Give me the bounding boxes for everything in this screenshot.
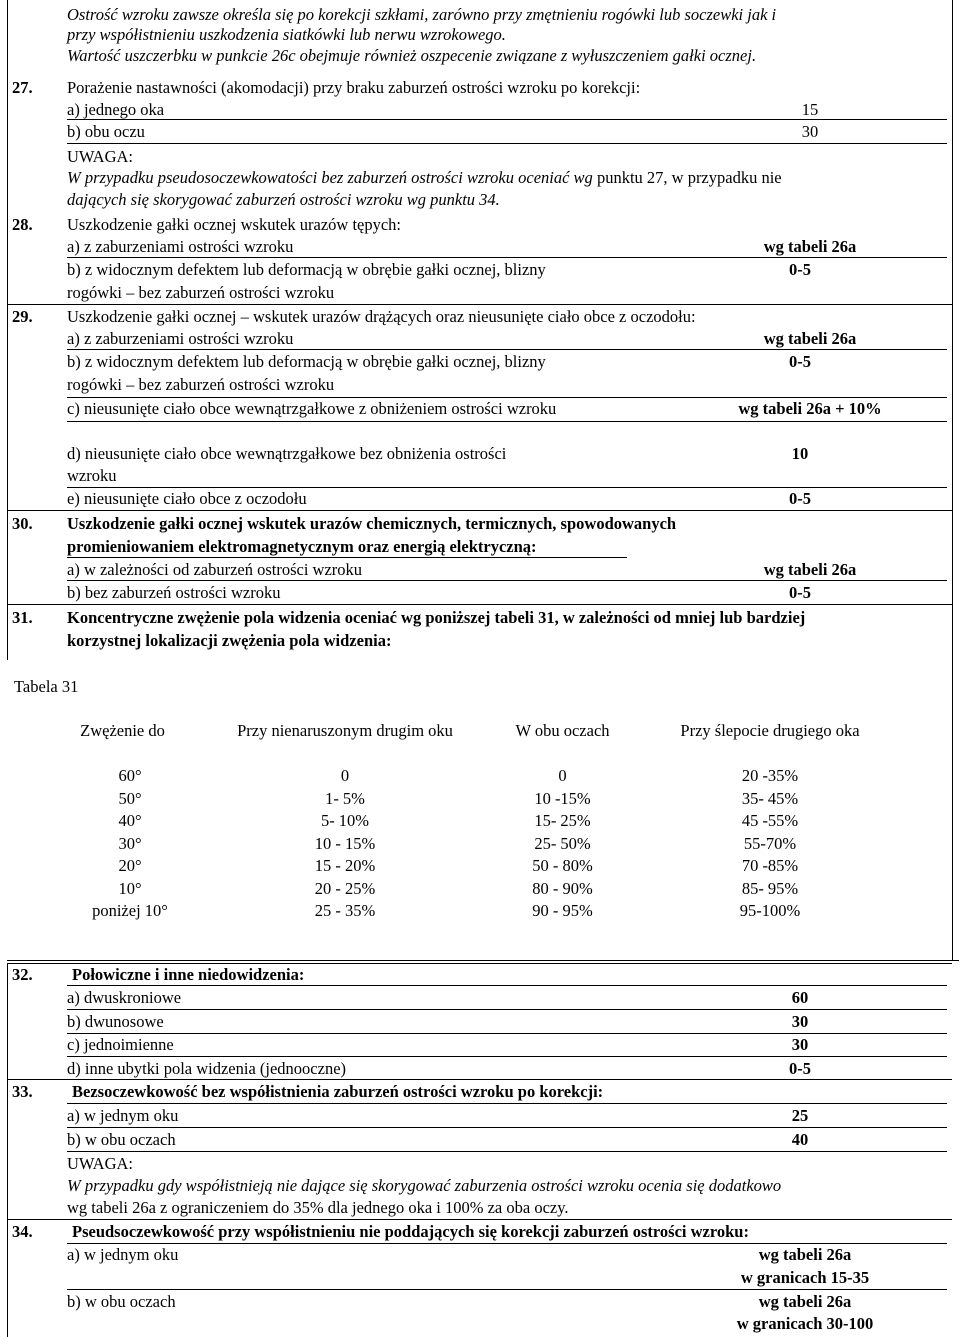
table-cell: 5- 10% <box>320 811 370 830</box>
section-31-title-1: Koncentryczne zwężenie pola widzenia oceniać wg poniższej tabeli 31, w zależności od mniej lub bardziej <box>67 608 806 627</box>
table-cell: 15 - 20% <box>314 856 376 875</box>
section-33-note-line-2: wg tabeli 26a z ograniczeniem do 35% dla jednego oka i 100% za oba oczy. <box>67 1198 569 1217</box>
table-cell: 20 -35% <box>741 766 799 785</box>
section-29-a-label: a) z zaburzeniami ostrości wzroku <box>67 329 294 348</box>
section-29-c-value: wg tabeli 26a + 10% <box>738 399 882 418</box>
section-31-title-2: korzystnej lokalizacji zwężenia pola widzenia: <box>67 631 392 650</box>
table-cell: 25 - 35% <box>314 901 376 920</box>
section-27-note-line-2: dających się skorygować zaburzeń ostrości wzroku wg punktu 34. <box>67 190 500 209</box>
divider <box>67 421 947 422</box>
section-34-a-label: a) w jednym oku <box>67 1245 179 1264</box>
divider <box>7 960 959 961</box>
table-31-column-obu-oczach <box>500 765 625 923</box>
divider <box>67 143 947 144</box>
section-30-number: 30. <box>12 514 33 533</box>
table-cell: 0 <box>340 766 350 785</box>
section-30-title-2: promieniowaniem elektromagnetycznym oraz energią elektryczną: <box>67 537 537 556</box>
section-32-d-value: 0-5 <box>789 1059 811 1078</box>
divider <box>67 119 947 120</box>
section-28-b-value: 0-5 <box>789 260 811 279</box>
section-27-title: Porażenie nastawności (akomodacji) przy braku zaburzeń ostrości wzroku po korekcji: <box>67 78 641 97</box>
table-cell: 55-70% <box>743 833 797 853</box>
section-31-number: 31. <box>12 608 33 627</box>
section-27-a-label: a) jednego oka <box>67 100 165 119</box>
section-32-c-label: c) jednoimienne <box>67 1035 174 1054</box>
table-cell: 85- 95% <box>741 878 799 898</box>
section-29-b-value: 0-5 <box>789 352 811 371</box>
table-cell: 20° <box>118 856 142 875</box>
section-32-title: Połowiczne i inne niedowidzenia: <box>72 965 305 984</box>
divider <box>67 349 947 350</box>
divider <box>67 1009 947 1010</box>
divider <box>7 1219 952 1220</box>
section-30-a-label: a) w zależności od zaburzeń ostrości wzroku <box>67 560 363 579</box>
table-cell: poniżej 10° <box>92 901 168 920</box>
table-cell: 1- 5% <box>325 788 365 808</box>
divider <box>67 1151 947 1152</box>
divider <box>67 1056 947 1057</box>
section-34-number: 34. <box>12 1222 33 1241</box>
divider <box>67 985 947 986</box>
section-28-a-label: a) z zaburzeniami ostrości wzroku <box>67 237 294 256</box>
section-32-number: 32. <box>12 965 33 984</box>
table-31-header-col-1: Zwężenie do <box>80 721 165 740</box>
section-34-b-label: b) w obu oczach <box>67 1292 176 1311</box>
table-cell: 20 - 25% <box>314 878 376 898</box>
table-cell: 50 - 80% <box>532 856 593 875</box>
section-33-note-line-1: W przypadku gdy współistnieją nie dające się skorygować zaburzenia ostrości wzroku ocenia się dodatkowo <box>67 1176 782 1195</box>
section-29-e-value: 0-5 <box>789 489 811 508</box>
divider <box>7 1079 952 1080</box>
table-cell: 80 - 90% <box>532 878 593 898</box>
section-28-b-label-1: b) z widocznym defektem lub deformacją w obrębie gałki ocznej, blizny <box>67 260 546 279</box>
table-cell: 30° <box>118 833 142 853</box>
section-33-uwaga: UWAGA: <box>67 1154 133 1173</box>
divider <box>67 1289 947 1290</box>
section-29-d-label-1: d) nieusunięte ciało obce wewnątrzgałkowe bez obniżenia ostrości <box>67 444 507 463</box>
divider <box>67 1103 947 1104</box>
section-29-a-value: wg tabeli 26a <box>763 329 857 348</box>
section-33-number: 33. <box>12 1082 33 1101</box>
table-31-label: Tabela 31 <box>14 677 79 696</box>
table-cell: 0 <box>558 766 567 785</box>
section-27-b-value: 30 <box>801 122 819 141</box>
section-34-b-value-2: w granicach 30-100 <box>736 1314 874 1333</box>
section-34-a-value-2: w granicach 15-35 <box>740 1268 870 1287</box>
section-28-number: 28. <box>12 215 33 234</box>
section-27-a-value: 15 <box>801 100 819 119</box>
table-cell: 10 - 15% <box>314 833 376 853</box>
table-cell: 90 - 95% <box>532 901 593 920</box>
section-32-a-label: a) dwuskroniowe <box>67 988 182 1007</box>
table-cell: 50° <box>118 788 142 808</box>
section-34-a-value-1: wg tabeli 26a <box>758 1245 852 1264</box>
table-31-header-col-4: Przy ślepocie drugiego oka <box>680 721 860 740</box>
section-34-b-value-1: wg tabeli 26a <box>758 1292 852 1311</box>
table-cell: 15- 25% <box>534 811 591 830</box>
section-27-note-italic: W przypadku pseudosoczewkowatości bez zaburzeń ostrości wzroku oceniać wg <box>67 168 597 187</box>
section-27-note-line-1 <box>67 167 782 189</box>
divider <box>7 604 952 605</box>
table-31-column-zwezenie <box>75 765 185 923</box>
table-31-column-nienaruszone <box>280 765 410 923</box>
section-30-a-value: wg tabeli 26a <box>763 560 857 579</box>
table-31-header-col-2: Przy nienaruszonym drugim oku <box>237 721 453 740</box>
divider <box>7 304 952 305</box>
section-27-uwaga: UWAGA: <box>67 147 133 166</box>
divider <box>67 257 947 258</box>
section-34-title: Pseudsoczewkowość przy współistnieniu nie poddających się korekcji zaburzeń ostrości wzroku: <box>72 1222 749 1241</box>
section-33-a-label: a) w jednym oku <box>67 1106 179 1125</box>
section-29-b-label-1: b) z widocznym defektem lub deformacją w obrębie gałki ocznej, blizny <box>67 352 546 371</box>
section-32-b-label: b) dwunosowe <box>67 1012 164 1031</box>
section-29-title: Uszkodzenie gałki ocznej – wskutek urazów drążących oraz nieusunięte ciało obce z oczodołu: <box>67 307 696 326</box>
section-27-note-plain: punktu 27, w przypadku nie <box>596 168 782 187</box>
intro-line-2: przy współistnieniu uszkodzenia siatkówki lub nerwu wzrokowego. <box>67 25 506 44</box>
table-cell: 95-100% <box>739 901 801 920</box>
table-cell: 35- 45% <box>741 788 799 808</box>
frame-left-line <box>7 0 8 660</box>
section-30-b-label: b) bez zaburzeń ostrości wzroku <box>67 583 281 602</box>
section-33-title: Bezsoczewkowość bez współistnienia zaburzeń ostrości wzroku po korekcji: <box>72 1082 604 1101</box>
section-28-title: Uszkodzenie gałki ocznej wskutek urazów tępych: <box>67 215 402 234</box>
intro-line-3: Wartość uszczerbku w punkcie 26c obejmuje również oszpecenie związane z wyłuszczeniem gałki ocznej. <box>67 46 757 65</box>
divider <box>67 1127 947 1128</box>
section-33-a-value: 25 <box>791 1106 809 1125</box>
divider <box>67 580 947 581</box>
section-28-b-label-2: rogówki – bez zaburzeń ostrości wzroku <box>67 283 335 302</box>
section-29-b-label-2: rogówki – bez zaburzeń ostrości wzroku <box>67 375 335 394</box>
section-33-b-label: b) w obu oczach <box>67 1130 176 1149</box>
table-cell: 10 -15% <box>534 788 591 808</box>
section-29-d-value: 10 <box>791 444 809 463</box>
section-30-b-value: 0-5 <box>789 583 811 602</box>
section-29-d-label-2: wzroku <box>67 466 117 485</box>
section-27-number: 27. <box>12 78 33 97</box>
section-29-c-label: c) nieusunięte ciało obce wewnątrzgałkowe z obniżeniem ostrości wzroku <box>67 399 557 418</box>
table-31-column-slepota <box>705 765 835 923</box>
divider <box>67 557 627 558</box>
table-cell: 10° <box>118 878 142 898</box>
frame-right-line <box>952 0 953 960</box>
section-32-d-label: d) inne ubytki pola widzenia (jednooczne) <box>67 1059 347 1078</box>
table-cell: 25- 50% <box>534 833 591 853</box>
table-cell: 60° <box>118 766 142 785</box>
frame-left-line-lower <box>7 963 8 1337</box>
section-32-c-value: 30 <box>791 1035 809 1054</box>
section-33-b-value: 40 <box>791 1130 809 1149</box>
section-32-a-value: 60 <box>791 988 809 1007</box>
table-cell: 45 -55% <box>741 811 799 830</box>
intro-line-1: Ostrość wzroku zawsze określa się po korekcji szkłami, zarówno przy zmętnieniu rogówki lub soczewki jak i <box>67 5 777 24</box>
section-28-a-value: wg tabeli 26a <box>763 237 857 256</box>
table-cell: 70 -85% <box>741 856 799 875</box>
divider <box>7 510 952 511</box>
section-27-b-label: b) obu oczu <box>67 122 145 141</box>
section-30-title-1: Uszkodzenie gałki ocznej wskutek urazów chemicznych, termicznych, spowodowanych <box>67 514 677 533</box>
table-31-header-col-3: W obu oczach <box>515 721 610 740</box>
section-32-b-value: 30 <box>791 1012 809 1031</box>
section-29-e-label: e) nieusunięte ciało obce z oczodołu <box>67 489 307 508</box>
table-cell: 40° <box>118 811 142 830</box>
section-29-number: 29. <box>12 307 33 326</box>
